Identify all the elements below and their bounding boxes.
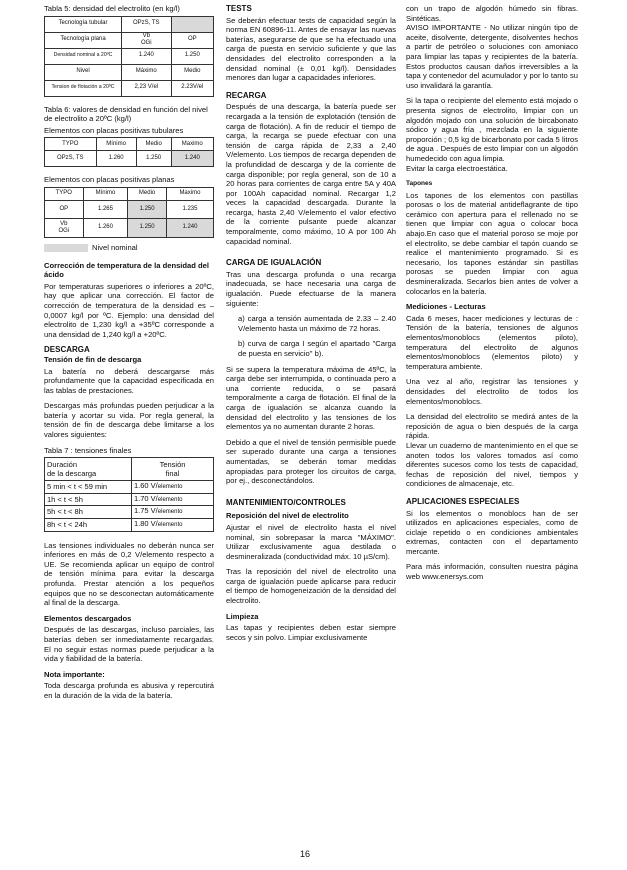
table-cell: 1.250 [136, 151, 171, 167]
paragraph: Evitar la carga electroestática. [406, 163, 508, 173]
paragraph: Tras la reposición del nivel de electrolito una carga de igualación puede aplicarse para reducir el tiempo de homogeneización de la densidad del electrolito. [226, 567, 396, 606]
section-heading: MANTENIMIENTO/CONTROLES [226, 497, 346, 507]
table-row [45, 200, 214, 218]
table-cell: 1.260 [96, 151, 136, 167]
table5 [44, 16, 214, 97]
table-row [45, 80, 214, 96]
table-header: TYPO [45, 138, 97, 151]
table-row [45, 481, 214, 494]
paragraph: Para más información, consulten nuestra página web www.enersys.com [406, 562, 578, 582]
warning-paragraph: AVISO IMPORTANTE - No utilizar ningún tipo de aceite, disolvente, detergente, disolventes hechos a partir de petróleo o soluciones con amoniaco para limpiar las tapas y recipientes de la batería. Estos productos causan daños irreversibles a la tapa y contenedor del acumulador y por lo tanto su uso invalidará la garantía. [406, 23, 578, 90]
legend [44, 243, 214, 253]
paragraph: Las tensiones individuales no deberán nunca ser inferiores en más de 0,2 V/elemento respecto a UE. Se recomienda aplicar un equipo de control de tensión mínima para evitar la descarga profunda. Prestar atención a los pequeños equipos que no se desconectan automáticamente al final de la descarga. [44, 540, 214, 608]
table-row [45, 48, 214, 64]
table-cell: 1.265 [83, 200, 128, 218]
sub-heading: Mediciones - Lecturas [406, 302, 486, 312]
section-heading: Corrección de temperatura de la densidad del ácido [44, 260, 210, 280]
sub-heading: Elementos descargados [44, 613, 132, 623]
legend-label: Nivel nominal [92, 242, 138, 252]
table-header: Medio [136, 138, 171, 151]
paragraph: Si se supera la temperatura máxima de 45ºC, la carga debe ser interrumpida, o continuada pero a una corriente reducida, o se pasará temporalmente a carga de flotación. El final de la carga de igualación se alcanza cuando la densidad del electrolito y las tensiones de los elementos ya no aumentan durante 2 horas. [226, 364, 396, 432]
table6b-caption: Elementos con placas positivas planas [44, 175, 175, 185]
paragraph: Una vez al año, registrar las tensiones y densidades del electrolito de todos los elementos/monoblocs. [406, 377, 578, 406]
unit-label: elemento [157, 522, 183, 529]
legend-swatch [44, 244, 88, 252]
section-heading: APLICACIONES ESPECIALES [406, 496, 520, 506]
table5-title: Tabla 5: densidad del electrolito (en kg/l) [44, 4, 180, 13]
voltage-value: 1.70 V/ [134, 493, 158, 503]
column-right [406, 4, 578, 588]
sub-heading: Tapones [406, 180, 433, 188]
table6b [44, 187, 214, 238]
table-cell [132, 519, 214, 532]
paragraph: La densidad del electrolito se medirá antes de la reposición de agua o bien después de la carga rápida. [406, 412, 578, 441]
paragraph: Se deberán efectuar tests de capacidad según la norma EN 60896-11. Antes de ensayar las nuevas baterías, asegurarse de que se ha efectuado una carga de puesta en servicio suficiente y que las densidades del electrolito corresponden a la densidad nominal (± 0,01 kg/l). Densidades menores dan lugar a capacidades inferiores. [226, 15, 396, 83]
sub-heading: Reposición del nivel de electrolito [226, 511, 349, 521]
sub-heading: Limpieza [226, 611, 259, 621]
table-header: Maximo [171, 138, 213, 151]
table-cell [171, 16, 213, 32]
table-cell: 2,23 V/el [122, 80, 172, 96]
table-header: Mínimo [96, 138, 136, 151]
list-item: b) curva de carga I según el apartado "Carga de puesta en servicio" b). [238, 339, 396, 358]
section-heading: RECARGA [226, 90, 267, 100]
table-cell: 1.235 [166, 200, 213, 218]
paragraph: con un trapo de algodón húmedo sin fibras. Sintéticas. [406, 4, 578, 23]
table-cell: Vb OGi [45, 218, 84, 237]
table6a-caption: Elementos con placas positivas tubulares [44, 125, 184, 135]
table-cell [132, 506, 214, 519]
table-row [45, 16, 214, 32]
unit-label: elemento [157, 484, 183, 491]
table-cell [132, 493, 214, 506]
list-item: a) carga a tensión aumentada de 2.33 – 2.40 V/elemento hasta un máximo de 72 horas. [238, 314, 396, 333]
paragraph: Después de las descargas, incluso parciales, las baterías deben ser inmediatamente recargadas. El no seguir estas normas puede perjudicar a la vida y fiabilidad de la batería. [44, 625, 214, 664]
unit-label: elemento [157, 509, 183, 516]
table-cell: Tecnología tubular [45, 16, 122, 32]
paragraph: Si la tapa o recipiente del elemento está mojado o presenta signos de electrolito, limpiar con un algodón mojado con una solución de bircabonato sódico y agua fría , mezclada en la siguiente proporción ; 0,5 kg de bicarbonato por cada 5 litros de agua . Después de esto limpiar con un algodón humedecido con agua limpia. [406, 96, 578, 163]
table-header: TYPO [45, 187, 84, 200]
table-cell: Tecnología plana [45, 32, 122, 48]
paragraph: Las tapas y recipientes deben estar siempre secos y sin polvo. Limpiar exclusivamente [226, 623, 396, 642]
table-row [45, 493, 214, 506]
table6-title: Tabla 6: valores de densidad en función del nivel de electrolito a 20ºC (kg/l) [44, 104, 208, 124]
table-row [45, 32, 214, 48]
table6a [44, 137, 214, 167]
table-row [45, 187, 214, 200]
paragraph: Los tapones de los elementos con pastillas porosas o los de material antideflagrante de tipo cerámico con apertura para el rellenado no se tienen que limpiar con agua o colocar boca abajo.En caso que el material poroso se moje por el electrolito, se debe cambiar el tapón cuando se realice el mantenimiento programado. Si es necesario, los tapones estándar sin pastillas porosas se pueden limpiar con agua desmineralizada. Secarlos bien antes de volver a colocarlos en la batería. [406, 190, 578, 296]
table7 [44, 457, 214, 531]
voltage-value: 1.75 V/ [134, 506, 158, 516]
page-number: 16 [300, 849, 311, 859]
table-cell: 1.240 [166, 218, 213, 237]
table-cell: 5 min < t < 59 min [45, 481, 132, 494]
table-row [45, 519, 214, 532]
section-heading: TESTS [226, 4, 252, 13]
table-cell: Medio [171, 64, 213, 80]
table-row [45, 64, 214, 80]
table-cell: Nivel [45, 64, 122, 80]
table-cell: 1.250 [128, 218, 167, 237]
table-cell: OPzS, TS [45, 151, 97, 167]
table-cell: 1.260 [83, 218, 128, 237]
table-row [45, 218, 214, 237]
column-left [44, 4, 214, 707]
table-cell: 1h < t < 5h [45, 493, 132, 506]
table-cell: Tension de flotación a 20ºC [45, 80, 122, 96]
table-header: Mínimo [83, 187, 128, 200]
paragraph: Toda descarga profunda es abusiva y repercutirá en la duración de la vida de la batería. [44, 681, 214, 700]
sub-heading: Nota importante: [44, 669, 105, 679]
table-cell: 8h < t < 24h [45, 519, 132, 532]
column-middle [226, 4, 396, 648]
table-row [45, 458, 214, 481]
table-cell: 5h < t < 8h [45, 506, 132, 519]
table-cell: Densidad nominal a 20ºC [45, 48, 122, 64]
paragraph: Después de una descarga, la batería puede ser recargada a la tensión de explotación (tensión de carga de flotación). A fin de reducir el tiempo de carga, la recarga se puede efectuar con una tensión de carga rápida de 2,33 a 2,40 V/elemento. Los tiempos de recarga dependen de la profundidad de descarga y de la corriente de carga disponible; por regla general, son de 10 a 20 horas para corrientes de carga entre 5A y 40A por 100Ah capacidad nominal. Recargar 1,2 veces la capacidad descargada. Durante la recarga, hasta 2,40 V/elemento el valor efectivo de la corriente pulsante puede alcanzar temporalmente, como máximo, 10 A por 100 Ah capacidad nominal. [226, 102, 396, 246]
paragraph: Tras una descarga profunda o una recarga inadecuada, se hace necesaria una carga de igualación. Puede efectuarse de la manera siguiente: [226, 269, 396, 308]
table7-caption: Tabla 7 : tensiones finales [44, 445, 132, 455]
table-header: Maximo [166, 187, 213, 200]
table-header: Tensión final [132, 458, 214, 481]
table-cell: OPzS, TS [122, 16, 172, 32]
table-row [45, 151, 214, 167]
table-cell: 1.240 [171, 151, 213, 167]
table-cell [132, 481, 214, 494]
table-cell: OP [45, 200, 84, 218]
sub-heading: Tensión de fin de descarga [44, 354, 142, 364]
table-row [45, 138, 214, 151]
table-row [45, 506, 214, 519]
section-heading: DESCARGA [44, 345, 90, 355]
table-header: Duración de la descarga [45, 458, 132, 481]
paragraph: Por temperaturas superiores o inferiores a 20ºC, hay que aplicar una corrección. El factor de corrección de temperatura de la densidad es –0,0007 kg/l por ºC. Ejemplo: una densidad del electrolito de 1,230 kg/l a +35ºC corresponde a una densidad de 1,240 kg/l a +20ºC. [44, 281, 214, 339]
table-cell: Máximo [122, 64, 172, 80]
paragraph: La batería no deberá descargarse más profundamente que la capacidad especificada en las tablas de prestaciones. [44, 366, 214, 395]
unit-label: elemento [157, 496, 183, 503]
table-cell: Vb OGi [122, 32, 172, 48]
section-heading: CARGA DE IGUALACIÓN [226, 258, 322, 268]
voltage-value: 1.80 V/ [134, 519, 158, 529]
table-cell: OP [171, 32, 213, 48]
table-cell: 1.250 [128, 200, 167, 218]
table-cell: 2.23V/el [171, 80, 213, 96]
paragraph: Llevar un cuaderno de mantenimiento en el que se anoten todos los valores tomados así como diferentes sucesos como los tests de capacidad, fechas de reposición del nivel, tiempos y condiciones de almacenaje, etc. [406, 440, 578, 489]
table-cell: 1.250 [171, 48, 213, 64]
paragraph: Debido a que el nivel de tensión permisible puede ser superado durante una carga a tensiones aumentadas, se deberán tomar medidas apropiadas para proteger los circuitos de carga, por ej., desconectándolos. [226, 437, 396, 486]
table-cell: 1.240 [122, 48, 172, 64]
voltage-value: 1.60 V/ [134, 481, 158, 491]
paragraph: Ajustar el nivel de electrolito hasta el nivel nominal, sin sobrepasar la marca "MÁXIMO". Utilizar exclusivamente agua destilada o desmineralizada (conductividad máx. 10 µS/cm). [226, 522, 396, 561]
table-header: Medio [128, 187, 167, 200]
paragraph: Descargas más profundas pueden perjudicar a la batería y acortar su vida. Por regla general, la tensión de fin de descarga debe limitarse a los valores siguientes: [44, 401, 214, 440]
paragraph: Si los elementos o monoblocs han de ser utilizados en aplicaciones especiales, como de ciclaje repetido o en condiciones ambientales extremas, contacten con el departamento mercante. [406, 508, 578, 556]
paragraph: Cada 6 meses, hacer mediciones y lecturas de : Tensión de la batería, tensiones de algunos elementos/monoblocs (elementos piloto), temperatura del electrolito de algunos elementos/monoblocs (elementos piloto) y temperatura ambiente. [406, 313, 578, 371]
